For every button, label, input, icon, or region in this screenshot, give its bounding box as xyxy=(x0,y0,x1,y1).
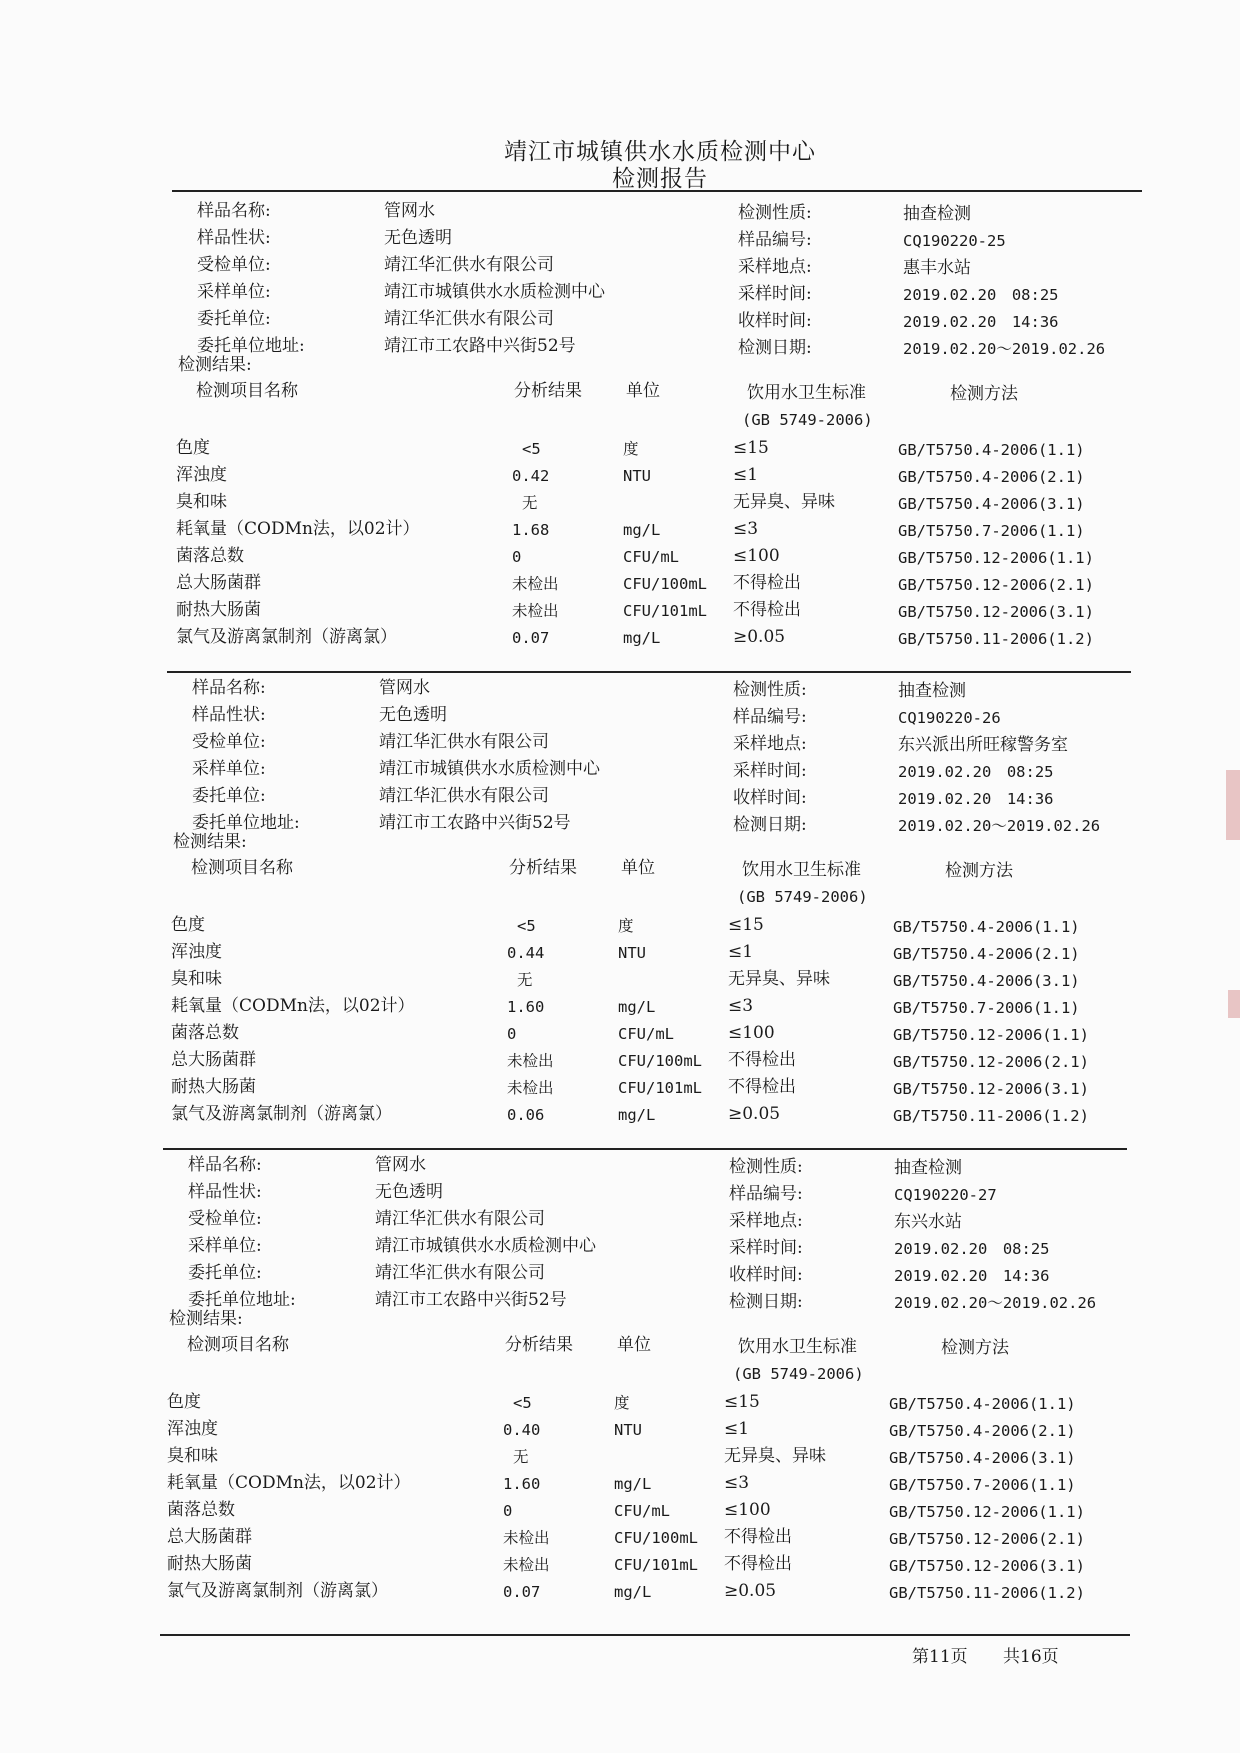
result-row-method: GB/T5750.4-2006(2.1) xyxy=(889,1422,1076,1440)
result-row-value: 1.68 xyxy=(512,521,550,539)
inspected-unit-label: 受检单位: xyxy=(188,1209,262,1229)
sampling-time-label: 采样时间: xyxy=(733,761,807,781)
col-standard-header: 饮用水卫生标准 xyxy=(738,1337,857,1357)
result-row-standard: 不得检出 xyxy=(728,1077,796,1097)
results-label: 检测结果: xyxy=(173,832,247,852)
result-row-unit: CFU/100mL xyxy=(614,1529,698,1547)
result-row-standard: 不得检出 xyxy=(733,600,801,620)
receive-time-label: 收样时间: xyxy=(738,311,812,331)
result-row-value: 0 xyxy=(503,1502,513,1520)
result-row-unit: CFU/mL xyxy=(614,1502,670,1520)
sampling-time-label: 采样时间: xyxy=(729,1238,803,1258)
result-row-item: 氯气及游离氯制剂（游离氯） xyxy=(171,1104,392,1124)
stamp-edge-mark xyxy=(1228,990,1240,1018)
result-row-item: 菌落总数 xyxy=(167,1500,235,1520)
sample-no-label: 样品编号: xyxy=(729,1184,803,1204)
sample-no-value: CQ190220-27 xyxy=(894,1186,997,1204)
result-row-unit: CFU/100mL xyxy=(623,575,707,593)
result-row-method: GB/T5750.4-2006(1.1) xyxy=(898,441,1085,459)
client-unit-label: 委托单位: xyxy=(188,1263,262,1283)
result-row-standard: 不得检出 xyxy=(724,1554,792,1574)
client-unit-value: 靖江华汇供水有限公司 xyxy=(384,309,554,329)
col-item-header: 检测项目名称 xyxy=(191,858,293,878)
result-row-standard: ≤3 xyxy=(728,996,754,1016)
result-row-value: 未检出 xyxy=(503,1556,550,1574)
result-row-standard: ≤100 xyxy=(733,546,780,566)
col-item-header: 检测项目名称 xyxy=(196,381,298,401)
result-row-item: 耗氧量（CODMn法，以02计） xyxy=(171,996,415,1016)
result-row-item: 耗氧量（CODMn法，以02计） xyxy=(167,1473,411,1493)
result-row-item: 臭和味 xyxy=(171,969,222,989)
result-row-method: GB/T5750.4-2006(1.1) xyxy=(889,1395,1076,1413)
sample-state-value: 无色透明 xyxy=(379,705,447,725)
result-row-unit: mg/L xyxy=(614,1583,652,1601)
col-method-header: 检测方法 xyxy=(941,1338,1009,1358)
result-row-value: 0.42 xyxy=(512,467,550,485)
result-row-value: <5 xyxy=(513,1394,532,1412)
result-row-unit: CFU/101mL xyxy=(623,602,707,620)
test-date-value: 2019.02.20～2019.02.26 xyxy=(894,1294,1097,1312)
client-unit-value: 靖江华汇供水有限公司 xyxy=(375,1263,545,1283)
results-label: 检测结果: xyxy=(169,1309,243,1329)
receive-time-value: 2019.02.20 14:36 xyxy=(903,313,1059,331)
sample-state-value: 无色透明 xyxy=(375,1182,443,1202)
result-row-method: GB/T5750.4-2006(2.1) xyxy=(893,945,1080,963)
col-unit-header: 单位 xyxy=(621,858,655,878)
result-row-method: GB/T5750.12-2006(2.1) xyxy=(893,1053,1089,1071)
col-result-header: 分析结果 xyxy=(514,381,582,401)
sampling-time-value: 2019.02.20 08:25 xyxy=(898,763,1054,781)
sample-block xyxy=(0,647,1240,1127)
result-row-item: 菌落总数 xyxy=(171,1023,239,1043)
result-row-item: 色度 xyxy=(171,915,205,935)
client-unit-value: 靖江华汇供水有限公司 xyxy=(379,786,549,806)
result-row-value: <5 xyxy=(522,440,541,458)
result-row-method: GB/T5750.12-2006(3.1) xyxy=(898,603,1094,621)
report-title: 检测报告 xyxy=(612,166,708,192)
sample-name-value: 管网水 xyxy=(379,678,430,698)
block-top-rule xyxy=(167,671,1131,673)
result-row-value: 未检出 xyxy=(503,1529,550,1547)
sample-name-value: 管网水 xyxy=(375,1155,426,1175)
result-row-method: GB/T5750.11-2006(1.2) xyxy=(889,1584,1085,1602)
result-row-item: 色度 xyxy=(167,1392,201,1412)
sample-no-value: CQ190220-26 xyxy=(898,709,1001,727)
result-row-method: GB/T5750.7-2006(1.1) xyxy=(898,522,1085,540)
stamp-edge-mark xyxy=(1226,770,1240,840)
result-row-unit: CFU/101mL xyxy=(618,1079,702,1097)
result-row-standard: ≤15 xyxy=(733,438,769,458)
footer-rule xyxy=(160,1634,1130,1636)
sampling-site-label: 采样地点: xyxy=(729,1211,803,1231)
client-address-value: 靖江市工农路中兴街52号 xyxy=(384,336,576,356)
result-row-standard: ≥0.05 xyxy=(728,1104,781,1124)
test-nature-value: 抽查检测 xyxy=(903,204,971,224)
result-row-value: 0.06 xyxy=(507,1106,545,1124)
sample-name-label: 样品名称: xyxy=(188,1155,262,1175)
test-date-label: 检测日期: xyxy=(733,815,807,835)
result-row-value: 未检出 xyxy=(512,575,559,593)
inspected-unit-label: 受检单位: xyxy=(197,255,271,275)
result-row-standard: ≥0.05 xyxy=(733,627,786,647)
col-standard-ref: (GB 5749-2006) xyxy=(733,1365,864,1383)
result-row-unit: NTU xyxy=(618,944,646,962)
result-row-unit: 度 xyxy=(614,1394,630,1412)
sample-no-label: 样品编号: xyxy=(738,230,812,250)
result-row-unit: 度 xyxy=(623,440,639,458)
result-row-item: 浑浊度 xyxy=(167,1419,218,1439)
sampling-site-label: 采样地点: xyxy=(733,734,807,754)
sampling-unit-label: 采样单位: xyxy=(197,282,271,302)
result-row-standard: ≤100 xyxy=(728,1023,775,1043)
receive-time-label: 收样时间: xyxy=(729,1265,803,1285)
result-row-standard: 不得检出 xyxy=(728,1050,796,1070)
sampling-time-label: 采样时间: xyxy=(738,284,812,304)
result-row-item: 总大肠菌群 xyxy=(171,1050,256,1070)
test-nature-label: 检测性质: xyxy=(733,680,807,700)
sample-state-label: 样品性状: xyxy=(197,228,271,248)
block-top-rule xyxy=(172,190,1142,192)
client-unit-label: 委托单位: xyxy=(192,786,266,806)
sample-name-value: 管网水 xyxy=(384,201,435,221)
result-row-item: 浑浊度 xyxy=(171,942,222,962)
result-row-value: 未检出 xyxy=(507,1079,554,1097)
result-row-method: GB/T5750.4-2006(3.1) xyxy=(889,1449,1076,1467)
sampling-site-value: 惠丰水站 xyxy=(903,258,971,278)
result-row-value: 1.60 xyxy=(507,998,545,1016)
result-row-standard: ≥0.05 xyxy=(724,1581,777,1601)
sampling-site-value: 东兴派出所旺稼警务室 xyxy=(898,735,1068,755)
result-row-value: <5 xyxy=(517,917,536,935)
result-row-item: 氯气及游离氯制剂（游离氯） xyxy=(176,627,397,647)
col-standard-header: 饮用水卫生标准 xyxy=(742,860,861,880)
result-row-value: 0.07 xyxy=(503,1583,541,1601)
result-row-method: GB/T5750.11-2006(1.2) xyxy=(893,1107,1089,1125)
inspected-unit-label: 受检单位: xyxy=(192,732,266,752)
result-row-method: GB/T5750.12-2006(1.1) xyxy=(893,1026,1089,1044)
page-number: 第11页 xyxy=(912,1647,968,1667)
sample-state-label: 样品性状: xyxy=(192,705,266,725)
result-row-item: 总大肠菌群 xyxy=(167,1527,252,1547)
result-row-method: GB/T5750.4-2006(1.1) xyxy=(893,918,1080,936)
result-row-value: 0.40 xyxy=(503,1421,541,1439)
sampling-unit-value: 靖江市城镇供水水质检测中心 xyxy=(375,1236,596,1256)
result-row-unit: mg/L xyxy=(618,1106,656,1124)
result-row-standard: ≤1 xyxy=(733,465,759,485)
sample-block xyxy=(0,1124,1240,1604)
test-nature-value: 抽查检测 xyxy=(894,1158,962,1178)
inspected-unit-value: 靖江华汇供水有限公司 xyxy=(379,732,549,752)
result-row-item: 耐热大肠菌 xyxy=(167,1554,252,1574)
result-row-item: 臭和味 xyxy=(176,492,227,512)
result-row-method: GB/T5750.12-2006(3.1) xyxy=(889,1557,1085,1575)
test-date-label: 检测日期: xyxy=(729,1292,803,1312)
inspected-unit-value: 靖江华汇供水有限公司 xyxy=(384,255,554,275)
receive-time-value: 2019.02.20 14:36 xyxy=(894,1267,1050,1285)
result-row-value: 0 xyxy=(507,1025,517,1043)
result-row-method: GB/T5750.7-2006(1.1) xyxy=(889,1476,1076,1494)
col-standard-ref: (GB 5749-2006) xyxy=(737,888,868,906)
sampling-unit-value: 靖江市城镇供水水质检测中心 xyxy=(384,282,605,302)
col-result-header: 分析结果 xyxy=(509,858,577,878)
inspected-unit-value: 靖江华汇供水有限公司 xyxy=(375,1209,545,1229)
result-row-standard: ≤3 xyxy=(724,1473,750,1493)
client-address-label: 委托单位地址: xyxy=(192,813,300,833)
result-row-standard: 不得检出 xyxy=(724,1527,792,1547)
result-row-unit: 度 xyxy=(618,917,634,935)
page-total: 共16页 xyxy=(1003,1647,1059,1667)
result-row-unit: NTU xyxy=(623,467,651,485)
sample-state-label: 样品性状: xyxy=(188,1182,262,1202)
result-row-unit: CFU/101mL xyxy=(614,1556,698,1574)
result-row-standard: 不得检出 xyxy=(733,573,801,593)
result-row-standard: 无异臭、异味 xyxy=(724,1446,826,1466)
sample-no-label: 样品编号: xyxy=(733,707,807,727)
result-row-item: 菌落总数 xyxy=(176,546,244,566)
receive-time-label: 收样时间: xyxy=(733,788,807,808)
result-row-unit: CFU/mL xyxy=(623,548,679,566)
col-method-header: 检测方法 xyxy=(945,861,1013,881)
result-row-unit: mg/L xyxy=(623,629,661,647)
test-date-value: 2019.02.20～2019.02.26 xyxy=(898,817,1101,835)
result-row-value: 未检出 xyxy=(507,1052,554,1070)
client-address-value: 靖江市工农路中兴街52号 xyxy=(379,813,571,833)
sampling-site-value: 东兴水站 xyxy=(894,1212,962,1232)
org-title: 靖江市城镇供水水质检测中心 xyxy=(504,139,816,165)
result-row-method: GB/T5750.4-2006(2.1) xyxy=(898,468,1085,486)
result-row-method: GB/T5750.11-2006(1.2) xyxy=(898,630,1094,648)
result-row-value: 无 xyxy=(522,494,538,512)
test-nature-label: 检测性质: xyxy=(729,1157,803,1177)
result-row-method: GB/T5750.12-2006(3.1) xyxy=(893,1080,1089,1098)
result-row-value: 未检出 xyxy=(512,602,559,620)
col-result-header: 分析结果 xyxy=(505,1335,573,1355)
result-row-item: 氯气及游离氯制剂（游离氯） xyxy=(167,1581,388,1601)
test-nature-label: 检测性质: xyxy=(738,203,812,223)
result-row-item: 总大肠菌群 xyxy=(176,573,261,593)
result-row-item: 色度 xyxy=(176,438,210,458)
result-row-standard: 无异臭、异味 xyxy=(728,969,830,989)
col-standard-ref: (GB 5749-2006) xyxy=(742,411,873,429)
result-row-method: GB/T5750.12-2006(1.1) xyxy=(889,1503,1085,1521)
sampling-unit-label: 采样单位: xyxy=(192,759,266,779)
result-row-value: 无 xyxy=(513,1448,529,1466)
result-row-value: 无 xyxy=(517,971,533,989)
result-row-value: 0 xyxy=(512,548,522,566)
sampling-time-value: 2019.02.20 08:25 xyxy=(903,286,1059,304)
client-unit-label: 委托单位: xyxy=(197,309,271,329)
sample-state-value: 无色透明 xyxy=(384,228,452,248)
result-row-standard: 无异臭、异味 xyxy=(733,492,835,512)
sampling-unit-value: 靖江市城镇供水水质检测中心 xyxy=(379,759,600,779)
result-row-standard: ≤15 xyxy=(728,915,764,935)
test-nature-value: 抽查检测 xyxy=(898,681,966,701)
results-label: 检测结果: xyxy=(178,355,252,375)
col-method-header: 检测方法 xyxy=(950,384,1018,404)
sampling-unit-label: 采样单位: xyxy=(188,1236,262,1256)
result-row-standard: ≤15 xyxy=(724,1392,760,1412)
result-row-standard: ≤100 xyxy=(724,1500,771,1520)
result-row-unit: CFU/mL xyxy=(618,1025,674,1043)
result-row-standard: ≤1 xyxy=(728,942,754,962)
result-row-standard: ≤3 xyxy=(733,519,759,539)
sample-name-label: 样品名称: xyxy=(197,201,271,221)
result-row-unit: mg/L xyxy=(618,998,656,1016)
result-row-unit: mg/L xyxy=(614,1475,652,1493)
result-row-method: GB/T5750.4-2006(3.1) xyxy=(893,972,1080,990)
receive-time-value: 2019.02.20 14:36 xyxy=(898,790,1054,808)
result-row-method: GB/T5750.7-2006(1.1) xyxy=(893,999,1080,1017)
result-row-value: 1.60 xyxy=(503,1475,541,1493)
result-row-item: 浑浊度 xyxy=(176,465,227,485)
result-row-standard: ≤1 xyxy=(724,1419,750,1439)
result-row-item: 臭和味 xyxy=(167,1446,218,1466)
sampling-time-value: 2019.02.20 08:25 xyxy=(894,1240,1050,1258)
client-address-label: 委托单位地址: xyxy=(188,1290,296,1310)
test-date-label: 检测日期: xyxy=(738,338,812,358)
result-row-item: 耗氧量（CODMn法，以02计） xyxy=(176,519,420,539)
sample-name-label: 样品名称: xyxy=(192,678,266,698)
sample-no-value: CQ190220-25 xyxy=(903,232,1006,250)
col-unit-header: 单位 xyxy=(626,381,660,401)
client-address-label: 委托单位地址: xyxy=(197,336,305,356)
result-row-method: GB/T5750.12-2006(1.1) xyxy=(898,549,1094,567)
col-standard-header: 饮用水卫生标准 xyxy=(747,383,866,403)
sampling-site-label: 采样地点: xyxy=(738,257,812,277)
result-row-value: 0.44 xyxy=(507,944,545,962)
result-row-unit: CFU/100mL xyxy=(618,1052,702,1070)
sample-block xyxy=(0,170,1240,650)
result-row-method: GB/T5750.4-2006(3.1) xyxy=(898,495,1085,513)
result-row-method: GB/T5750.12-2006(2.1) xyxy=(889,1530,1085,1548)
result-row-item: 耐热大肠菌 xyxy=(171,1077,256,1097)
result-row-method: GB/T5750.12-2006(2.1) xyxy=(898,576,1094,594)
block-top-rule xyxy=(163,1148,1127,1150)
client-address-value: 靖江市工农路中兴街52号 xyxy=(375,1290,567,1310)
result-row-unit: NTU xyxy=(614,1421,642,1439)
result-row-value: 0.07 xyxy=(512,629,550,647)
result-row-item: 耐热大肠菌 xyxy=(176,600,261,620)
col-item-header: 检测项目名称 xyxy=(187,1335,289,1355)
test-date-value: 2019.02.20～2019.02.26 xyxy=(903,340,1106,358)
col-unit-header: 单位 xyxy=(617,1335,651,1355)
result-row-unit: mg/L xyxy=(623,521,661,539)
